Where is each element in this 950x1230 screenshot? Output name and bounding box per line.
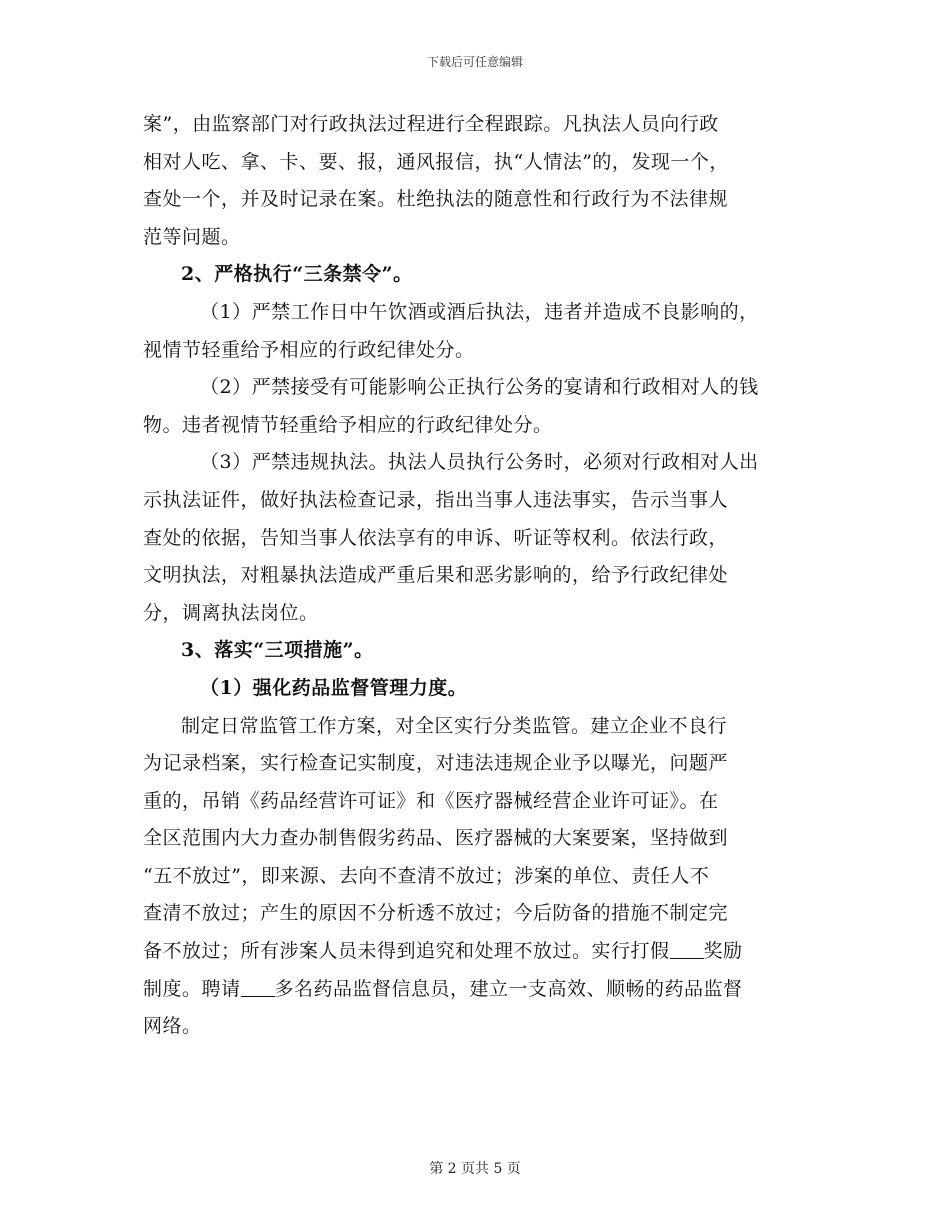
paragraph-line: 网络。: [143, 1015, 202, 1038]
paragraph-line: （1）严禁工作日中午饮酒或酒后执法，违者并造成不良影响的，: [200, 300, 759, 323]
paragraph-line: 查清不放过；产生的原因不分析透不放过；今后防备的措施不制定完: [143, 902, 729, 925]
document-body: [143, 106, 811, 1046]
page-header: 下载后可任意编辑: [426, 55, 523, 69]
paragraph-line: [143, 933, 811, 971]
paragraph-line: 分，调离执法岗位。: [143, 601, 319, 624]
paragraph-line: 文明执法，对粗暴执法造成严重后果和恶劣影响的，给予行政纪律处: [143, 564, 729, 587]
line-text: 奖励: [703, 940, 743, 963]
paragraph-line: 视情节轻重给予相应的行政纪律处分。: [143, 338, 475, 361]
paragraph-line: 制定日常监管工作方案，对全区实行分类监管。建立企业不良行: [181, 714, 728, 737]
paragraph-line: 范等问题。: [143, 225, 241, 248]
paragraph-line: 查处的依据，告知当事人依法享有的申诉、听证等权利。依法行政，: [143, 526, 729, 549]
blank-field: [670, 939, 704, 959]
paragraph-line: 案”，由监察部门对行政执法过程进行全程跟踪。凡执法人员向行政: [143, 113, 719, 135]
paragraph-line: 重的，吊销《药品经营许可证》和《医疗器械经营企业许可证》。在: [143, 789, 719, 812]
paragraph-line: 查处一个，并及时记录在案。杜绝执法的随意性和行政行为不法律规: [143, 188, 729, 211]
paragraph-line: 物。违者视情节轻重给予相应的行政纪律处分。: [143, 413, 553, 436]
line-text: 备不放过；所有涉案人员未得到追究和处理不放过。实行打假: [143, 940, 670, 963]
blank-field: [241, 977, 275, 997]
subsection-heading: （1）强化药品监督管理力度。: [200, 676, 468, 699]
paragraph-line: 相对人吃、拿、卡、要、报，通风报信，执“人情法”的，发现一个，: [143, 150, 729, 173]
paragraph-line: 全区范围内大力查办制售假劣药品、医疗器械的大案要案，坚持做到: [143, 827, 729, 850]
page-footer: 第 2 页共 5 页: [429, 1161, 521, 1177]
paragraph-line: （3）严禁违规执法。执法人员执行公务时，必须对行政相对人出: [200, 451, 759, 474]
paragraph-line: [143, 971, 811, 1009]
paragraph-line: （2）严禁接受有可能影响公正执行公务的宴请和行政相对人的钱: [200, 376, 759, 399]
section-heading: 3、落实“三项措施”。: [181, 639, 374, 662]
paragraph-line: 示执法证件，做好执法检查记录，指出当事人违法事实，告示当事人: [143, 488, 729, 511]
section-heading: 2、严格执行“三条禁令”。: [181, 263, 413, 286]
paragraph-line: “五不放过”，即来源、去向不查清不放过；涉案的单位、责任人不: [143, 864, 710, 887]
line-text: 制度。聘请: [143, 977, 241, 1000]
line-text: 多名药品监督信息员，建立一支高效、顺畅的药品监督: [274, 977, 743, 1000]
paragraph-line: 为记录档案，实行检查记实制度，对违法违规企业予以曝光，问题严: [143, 752, 729, 775]
